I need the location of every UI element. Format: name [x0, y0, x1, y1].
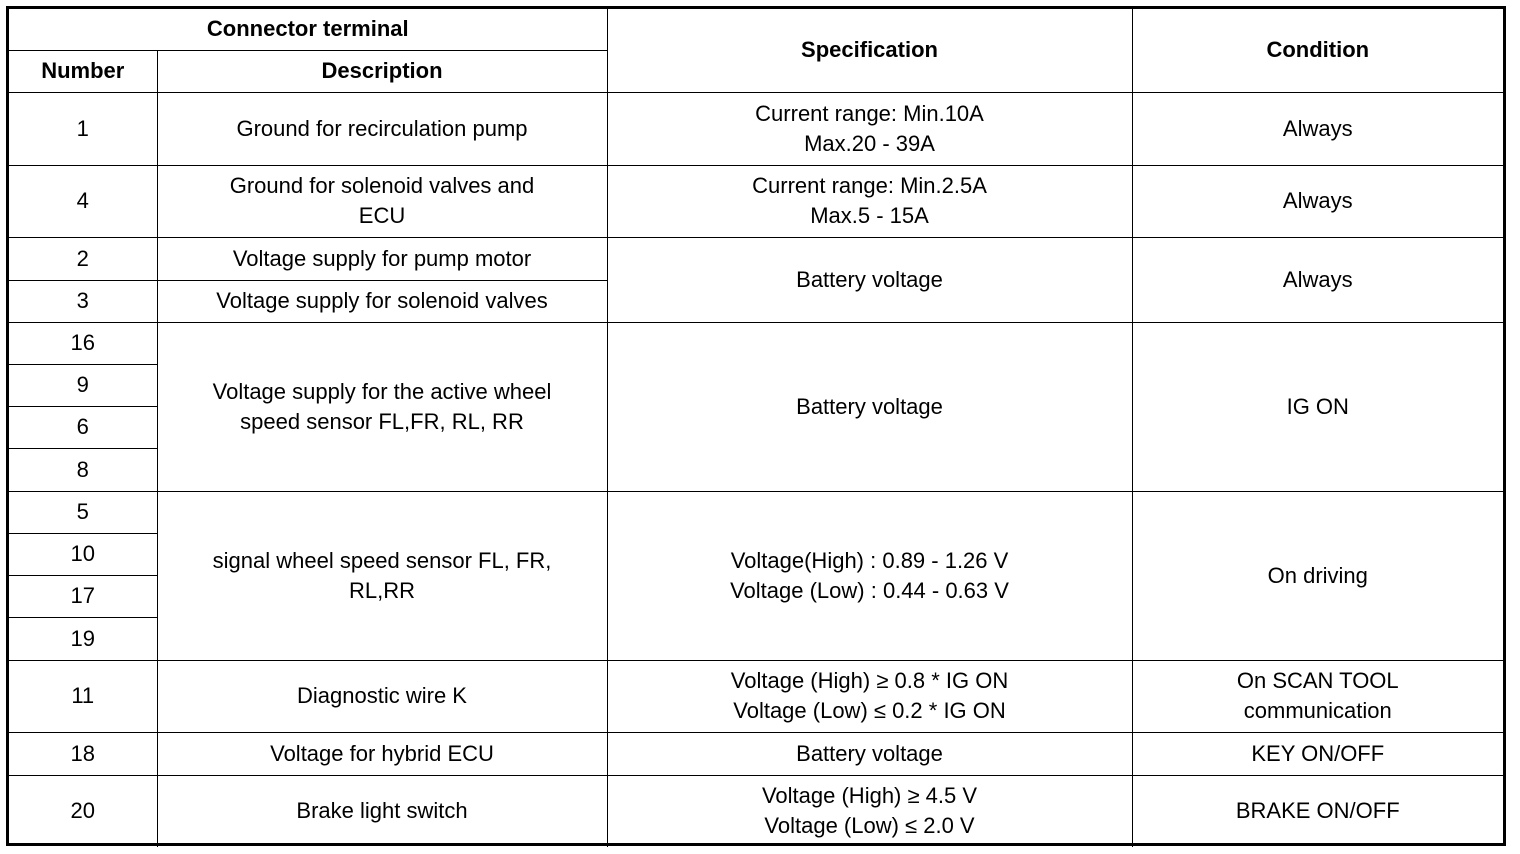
cell-number: 6 [9, 406, 157, 448]
cell-description: Voltage supply for pump motor [157, 237, 607, 280]
cell-number: 11 [9, 660, 157, 732]
cell-condition: BRAKE ON/OFF [1132, 775, 1503, 847]
header-specification: Specification [607, 9, 1132, 92]
cell-description: Voltage supply for the active wheel speed sensor FL,FR, RL, RR [157, 322, 607, 491]
cell-description: Voltage supply for solenoid valves [157, 280, 607, 322]
cell-condition: KEY ON/OFF [1132, 732, 1503, 775]
cell-number: 5 [9, 491, 157, 533]
connector-terminal-table [6, 6, 1506, 846]
cell-number: 1 [9, 92, 157, 165]
cell-number: 16 [9, 322, 157, 364]
cell-specification: Voltage(High) : 0.89 - 1.26 V Voltage (Low) : 0.44 - 0.63 V [607, 491, 1132, 660]
cell-number: 8 [9, 448, 157, 491]
cell-specification: Battery voltage [607, 732, 1132, 775]
table-row [9, 732, 1503, 775]
header-number: Number [9, 50, 157, 92]
header-connector-terminal: Connector terminal [9, 9, 607, 50]
cell-number: 3 [9, 280, 157, 322]
cell-description: Ground for solenoid valves and ECU [157, 165, 607, 237]
cell-condition: Always [1132, 92, 1503, 165]
cell-number: 17 [9, 575, 157, 617]
cell-specification: Battery voltage [607, 237, 1132, 322]
cell-specification: Current range: Min.2.5A Max.5 - 15A [607, 165, 1132, 237]
cell-number: 19 [9, 617, 157, 660]
table-row [9, 165, 1503, 237]
table-row [9, 775, 1503, 847]
header-description: Description [157, 50, 607, 92]
cell-number: 10 [9, 533, 157, 575]
cell-number: 4 [9, 165, 157, 237]
cell-specification: Voltage (High) ≥ 4.5 V Voltage (Low) ≤ 2.0 V [607, 775, 1132, 847]
cell-number: 2 [9, 237, 157, 280]
cell-condition: Always [1132, 165, 1503, 237]
cell-condition: IG ON [1132, 322, 1503, 491]
spec-table [9, 9, 1503, 847]
table-row [9, 660, 1503, 732]
table-row [9, 491, 1503, 533]
table-row [9, 237, 1503, 280]
cell-description: Voltage for hybrid ECU [157, 732, 607, 775]
cell-description: Ground for recirculation pump [157, 92, 607, 165]
cell-condition: On SCAN TOOL communication [1132, 660, 1503, 732]
cell-description: Diagnostic wire K [157, 660, 607, 732]
cell-description: signal wheel speed sensor FL, FR, RL,RR [157, 491, 607, 660]
table-row [9, 322, 1503, 364]
cell-specification: Voltage (High) ≥ 0.8 * IG ON Voltage (Low) ≤ 0.2 * IG ON [607, 660, 1132, 732]
cell-specification: Current range: Min.10A Max.20 - 39A [607, 92, 1132, 165]
header-row-1 [9, 9, 1503, 50]
cell-specification: Battery voltage [607, 322, 1132, 491]
cell-number: 20 [9, 775, 157, 847]
cell-condition: Always [1132, 237, 1503, 322]
header-condition: Condition [1132, 9, 1503, 92]
cell-condition: On driving [1132, 491, 1503, 660]
cell-description: Brake light switch [157, 775, 607, 847]
table-row [9, 92, 1503, 165]
cell-number: 18 [9, 732, 157, 775]
cell-number: 9 [9, 364, 157, 406]
